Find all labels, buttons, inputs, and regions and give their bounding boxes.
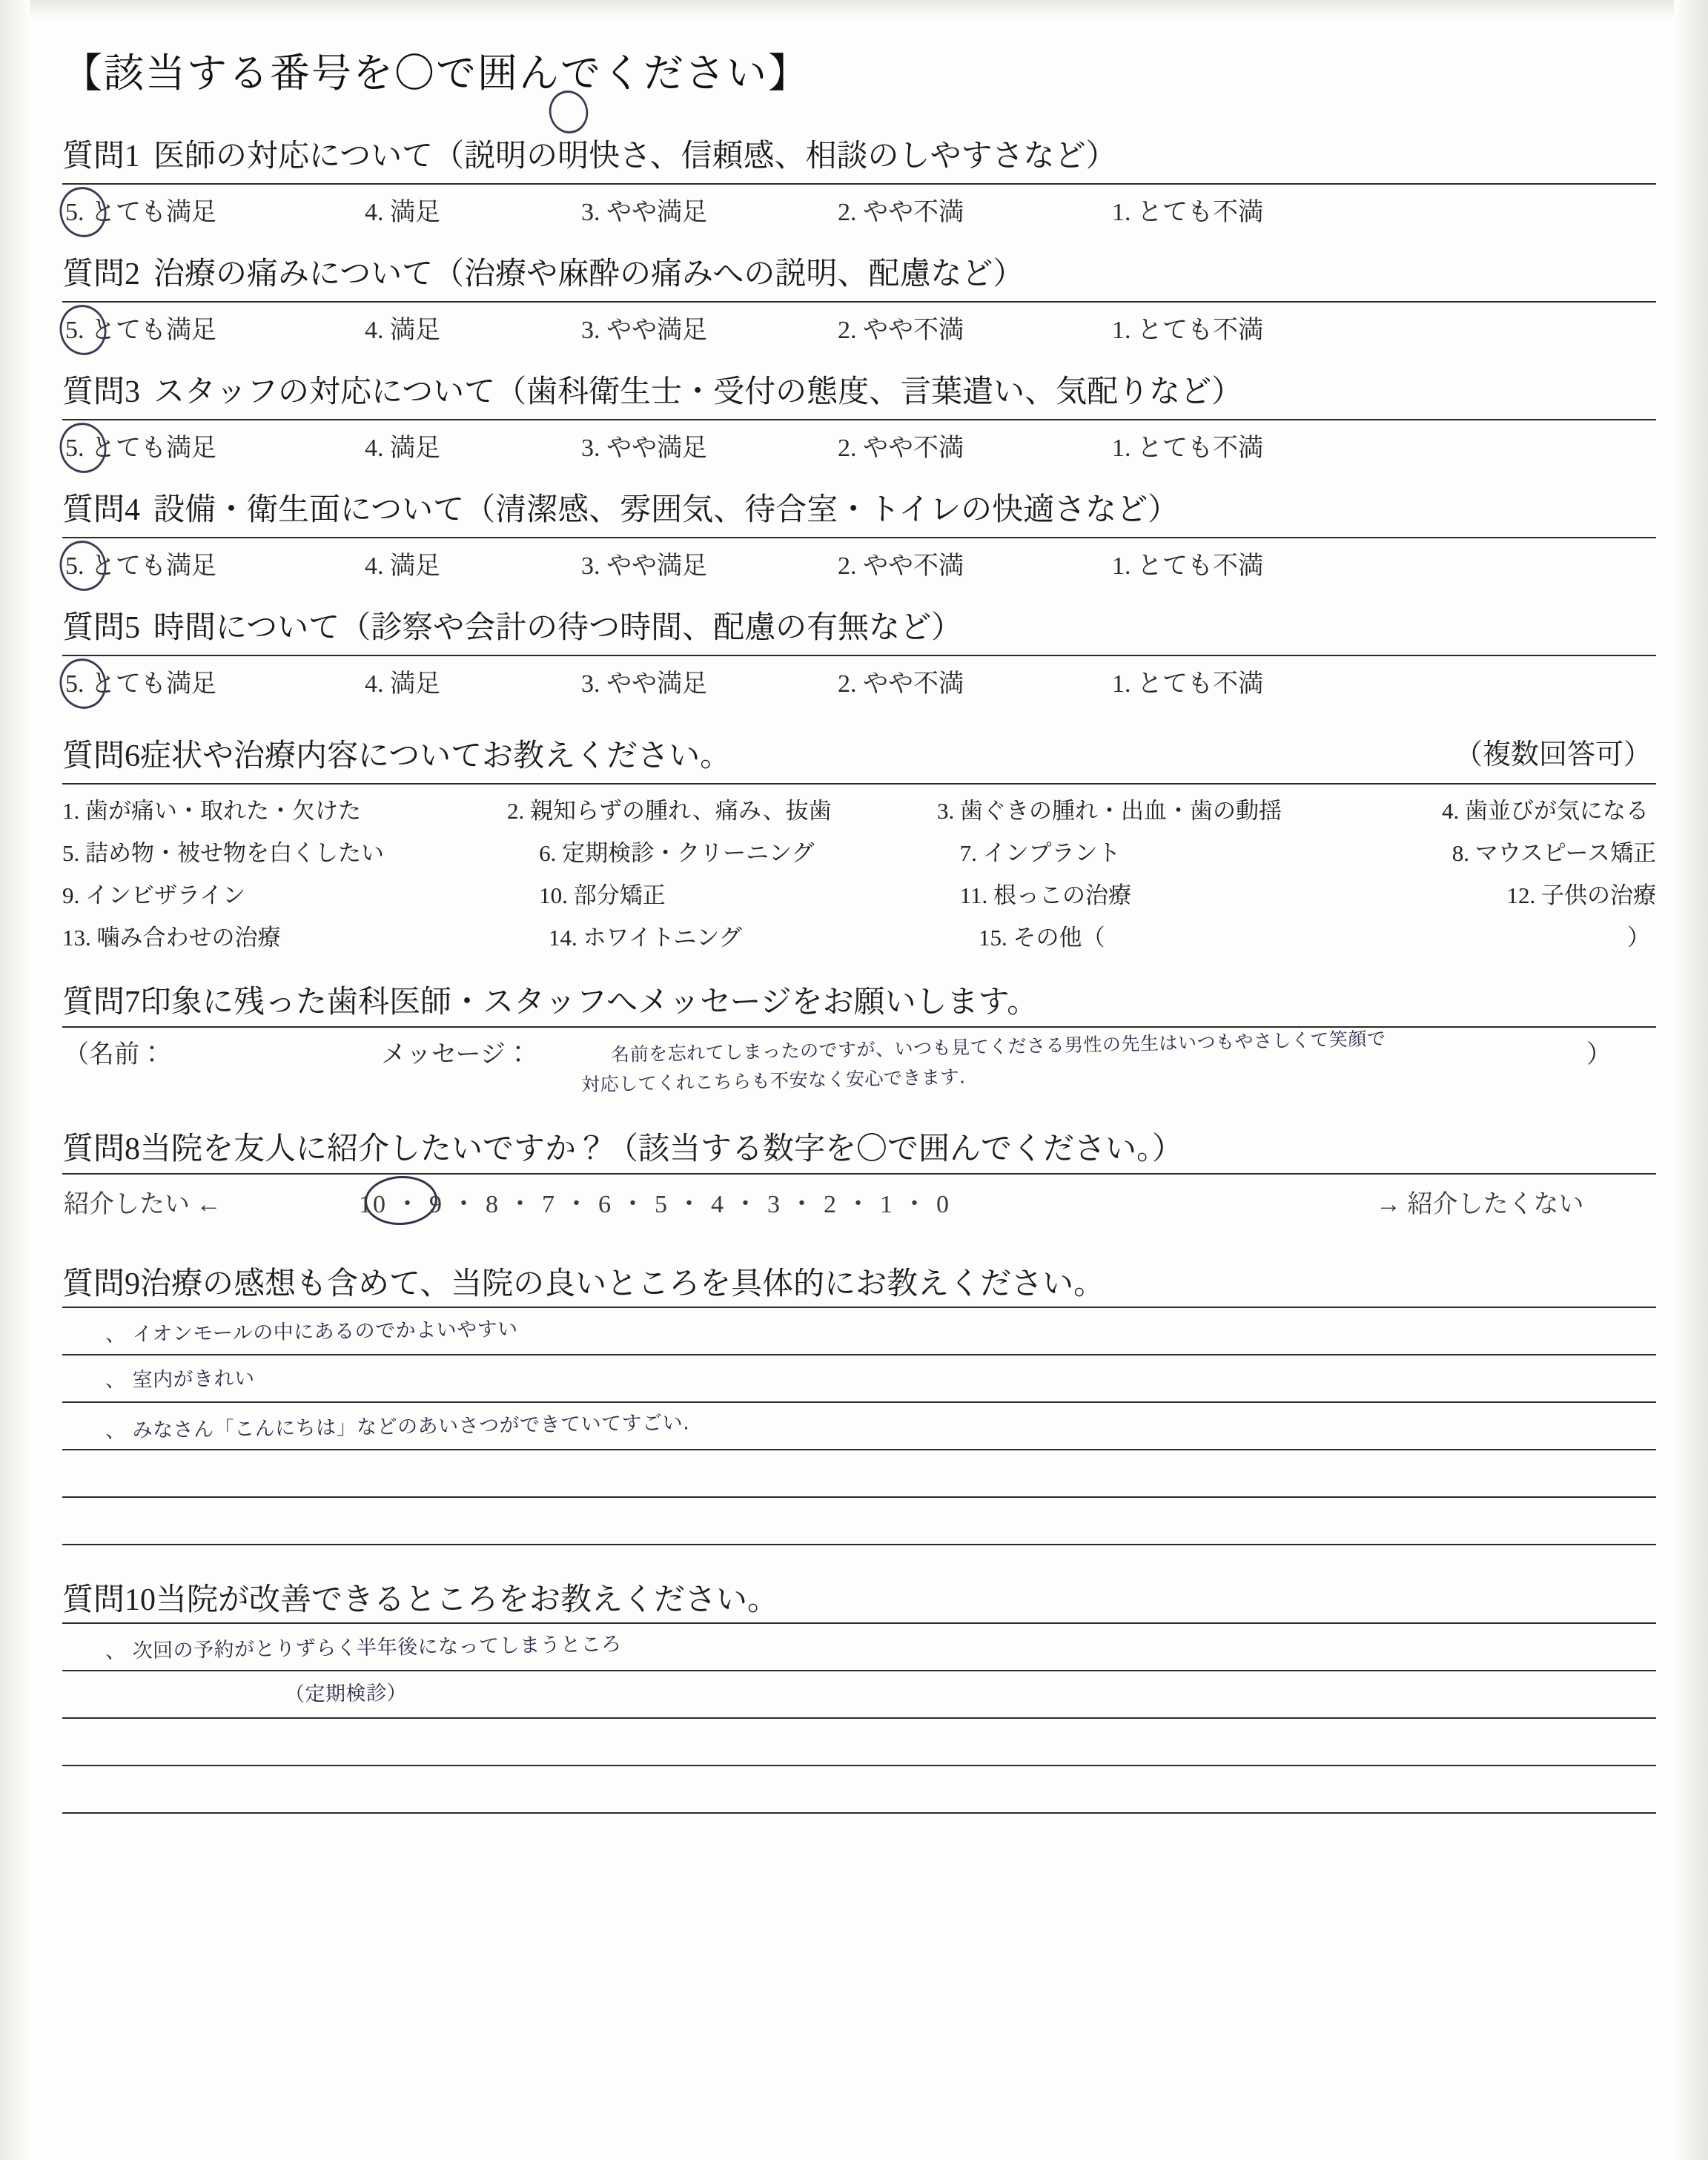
q9-line-5[interactable]: [62, 1498, 1656, 1545]
q6-option-15-close-paren: ）: [1627, 925, 1650, 951]
question-2-label: 質問2: [62, 257, 141, 291]
circle-mark-icon: [54, 535, 111, 595]
q6-option-15[interactable]: 15. その他（: [979, 925, 1105, 951]
question-4-heading: [62, 485, 1656, 529]
question-2-text: 治療の痛みについて（治療や麻酔の痛みへの説明、配慮など）: [153, 257, 1025, 291]
q6-option-1[interactable]: 1. 歯が痛い・取れた・欠けた: [62, 798, 361, 824]
question-6-options-grid: [62, 783, 1656, 952]
q5-option-4[interactable]: 4. 満足: [365, 670, 440, 698]
q10-line-4[interactable]: [62, 1766, 1656, 1814]
q9-handwriting-1: 、 イオンモールの中にあるのでかよいやすい: [105, 1318, 518, 1347]
q1-option-1[interactable]: 1. とても不満: [1112, 199, 1263, 226]
question-6-heading: [62, 731, 1656, 776]
question-7-answer-area[interactable]: [62, 1026, 1656, 1108]
q6-option-14[interactable]: 14. ホワイトニング: [549, 925, 742, 951]
question-10-heading: [62, 1575, 1656, 1619]
q4-option-5[interactable]: 5. とても満足: [65, 545, 216, 581]
q9-line-1[interactable]: [62, 1308, 1656, 1355]
question-block-4: [62, 485, 1656, 588]
question-block-10: [62, 1575, 1656, 1814]
q10-line-3[interactable]: [62, 1719, 1656, 1766]
q1-option-4[interactable]: 4. 満足: [365, 199, 440, 226]
question-3-label: 質問3: [62, 375, 141, 409]
q6-option-2[interactable]: 2. 親知らずの腫れ、痛み、抜歯: [507, 798, 832, 824]
question-3-heading: [62, 367, 1656, 412]
q4-option-3[interactable]: 3. やや満足: [581, 552, 707, 580]
question-4-label: 質問4: [62, 493, 141, 527]
question-9-label: 質問9: [62, 1267, 141, 1301]
q4-option-2[interactable]: 2. やや不満: [838, 552, 964, 580]
q6-option-6[interactable]: 6. 定期検診・クリーニング: [539, 840, 815, 866]
q10-handwriting-2: （定期検診）: [284, 1681, 408, 1707]
question-3-text: スタッフの対応について（歯科衛生士・受付の態度、言葉遣い、気配りなど）: [153, 375, 1243, 409]
q6-row-1: [62, 792, 1656, 825]
q6-option-9[interactable]: 9. インビザライン: [62, 882, 246, 908]
question-5-scale[interactable]: [62, 655, 1656, 706]
question-7-heading: [62, 977, 1656, 1022]
q6-option-8[interactable]: 8. マウスピース矯正: [1452, 840, 1656, 866]
paper-edge-top: [0, 0, 1708, 19]
q4-option-4[interactable]: 4. 満足: [365, 552, 440, 580]
q6-row-3: [62, 876, 1656, 910]
question-block-7: [62, 977, 1656, 1108]
q6-option-5[interactable]: 5. 詰め物・被せ物を白くしたい: [62, 840, 384, 866]
q9-line-4[interactable]: [62, 1450, 1656, 1498]
question-block-2: [62, 249, 1656, 352]
q10-handwriting-1: 、 次回の予約がとりずらく半年後になってしまうところ: [105, 1633, 622, 1663]
q3-option-3[interactable]: 3. やや満足: [581, 435, 707, 462]
survey-content: [62, 42, 1656, 1829]
q10-line-2[interactable]: [62, 1671, 1656, 1719]
q2-option-4[interactable]: 4. 満足: [365, 317, 440, 344]
question-9-text: 治療の感想も含めて、当院の良いところを具体的にお教えください。: [140, 1267, 1105, 1301]
q6-row-2: [62, 834, 1656, 868]
q6-option-12[interactable]: 12. 子供の治療: [1506, 882, 1656, 908]
q6-option-4[interactable]: 4. 歯並びが気になる: [1442, 798, 1649, 824]
q6-option-13[interactable]: 13. 噛み合わせの治療: [62, 925, 281, 951]
q2-option-2[interactable]: 2. やや不満: [838, 317, 964, 344]
circle-mark-icon: [54, 300, 111, 360]
question-2-heading: [62, 249, 1656, 294]
question-6-label: 質問6: [62, 739, 141, 773]
question-8-heading: [62, 1124, 1656, 1169]
question-1-heading: [62, 131, 1656, 176]
q10-line-1[interactable]: [62, 1624, 1656, 1671]
q6-option-11[interactable]: 11. 根っこの治療: [959, 882, 1131, 908]
q8-right-label: → 紹介したくない: [1376, 1191, 1584, 1218]
q3-option-1[interactable]: 1. とても不満: [1112, 435, 1263, 462]
q9-line-2[interactable]: [62, 1355, 1656, 1403]
q7-message-label: メッセージ：: [381, 1041, 531, 1069]
question-3-scale[interactable]: [62, 419, 1656, 470]
q7-close-paren: ）: [1586, 1041, 1612, 1069]
question-block-9: [62, 1259, 1656, 1545]
question-7-label: 質問7: [62, 985, 141, 1020]
question-5-label: 質問5: [62, 611, 141, 645]
paper-edge-left: [0, 0, 30, 2160]
q7-handwriting-line-1: 名前を忘れてしまったのですが、いつも見てくださる男性の先生はいつもやさしくて笑顔で: [610, 1028, 1386, 1066]
question-1-text: 医師の対応について（説明の明快さ、信頼感、相談のしやすさなど）: [153, 139, 1117, 174]
question-4-scale[interactable]: [62, 537, 1656, 588]
question-2-scale[interactable]: [62, 301, 1656, 352]
question-8-label: 質問8: [62, 1132, 141, 1166]
page-title: 【該当する番号を〇で囲んでください】: [62, 51, 810, 96]
q9-line-3[interactable]: [62, 1403, 1656, 1450]
q5-option-2[interactable]: 2. やや不満: [838, 670, 964, 698]
q7-handwriting-line-2: 対応してくれこちらも不安なく安心できます.: [580, 1066, 966, 1096]
q2-option-1[interactable]: 1. とても不満: [1112, 317, 1263, 344]
question-8-scale[interactable]: [62, 1173, 1656, 1229]
question-7-text: 印象に残った歯科医師・スタッフへメッセージをお願いします。: [140, 985, 1039, 1020]
q1-option-5[interactable]: 5. とても満足: [65, 191, 216, 228]
q2-option-5[interactable]: 5. とても満足: [65, 309, 216, 346]
q5-option-1[interactable]: 1. とても不満: [1112, 670, 1263, 698]
question-block-1: [62, 131, 1656, 234]
q1-option-2[interactable]: 2. やや不満: [838, 199, 964, 226]
q3-option-2[interactable]: 2. やや不満: [838, 435, 964, 462]
paper-edge-right: [1674, 0, 1708, 2160]
q3-option-5[interactable]: 5. とても満足: [65, 427, 216, 463]
question-10-label: 質問10: [62, 1583, 156, 1617]
q4-option-1[interactable]: 1. とても不満: [1112, 552, 1263, 580]
q7-name-label: （名前：: [64, 1041, 165, 1069]
circle-mark-icon: [54, 182, 111, 242]
question-block-8: [62, 1124, 1656, 1229]
question-5-heading: [62, 603, 1656, 647]
q8-left-label: 紹介したい ←: [64, 1191, 222, 1218]
q9-handwriting-2: 、 室内がきれい: [105, 1367, 255, 1393]
question-9-answer-area[interactable]: [62, 1307, 1656, 1545]
question-5-text: 時間について（診察や会計の待つ時間、配慮の有無など）: [153, 611, 963, 645]
q6-option-3[interactable]: 3. 歯ぐきの腫れ・出血・歯の動揺: [937, 798, 1282, 824]
circle-mark-icon: [54, 653, 111, 713]
q1-option-3[interactable]: 3. やや満足: [581, 199, 707, 226]
question-block-5: [62, 603, 1656, 706]
question-block-3: [62, 367, 1656, 470]
question-1-scale[interactable]: [62, 183, 1656, 234]
question-6-text: 症状や治療内容についてお教えください。: [140, 739, 732, 773]
q8-scale-numbers[interactable]: 10 ・ 9 ・ 8 ・ 7 ・ 6 ・ 5 ・ 4 ・ 3 ・ 2 ・ 1 ・ 0: [359, 1191, 950, 1218]
q6-row-4: [62, 919, 1656, 952]
q2-option-3[interactable]: 3. やや満足: [581, 317, 707, 344]
question-4-text: 設備・衛生面について（清潔感、雰囲気、待合室・トイレの快適さなど）: [153, 493, 1179, 527]
q6-option-7[interactable]: 7. インプラント: [959, 840, 1121, 866]
question-10-answer-area[interactable]: [62, 1622, 1656, 1814]
question-6-note: （複数回答可）: [1454, 739, 1652, 770]
q6-option-10[interactable]: 10. 部分矯正: [539, 882, 666, 908]
question-9-heading: [62, 1259, 1656, 1304]
q3-option-4[interactable]: 4. 満足: [365, 435, 440, 462]
q9-handwriting-3: 、 みなさん「こんにちは」などのあいさつができていてすごい.: [105, 1411, 690, 1443]
circle-mark-icon: [54, 417, 111, 478]
question-8-text: 当院を友人に紹介したいですか？（該当する数字を〇で囲んでください。）: [140, 1132, 1184, 1166]
q5-option-3[interactable]: 3. やや満足: [581, 670, 707, 698]
q5-option-5[interactable]: 5. とても満足: [65, 663, 216, 699]
question-1-label: 質問1: [62, 139, 141, 174]
question-block-6: [62, 731, 1656, 952]
question-10-text: 当院が改善できるところをお教えください。: [156, 1583, 779, 1617]
